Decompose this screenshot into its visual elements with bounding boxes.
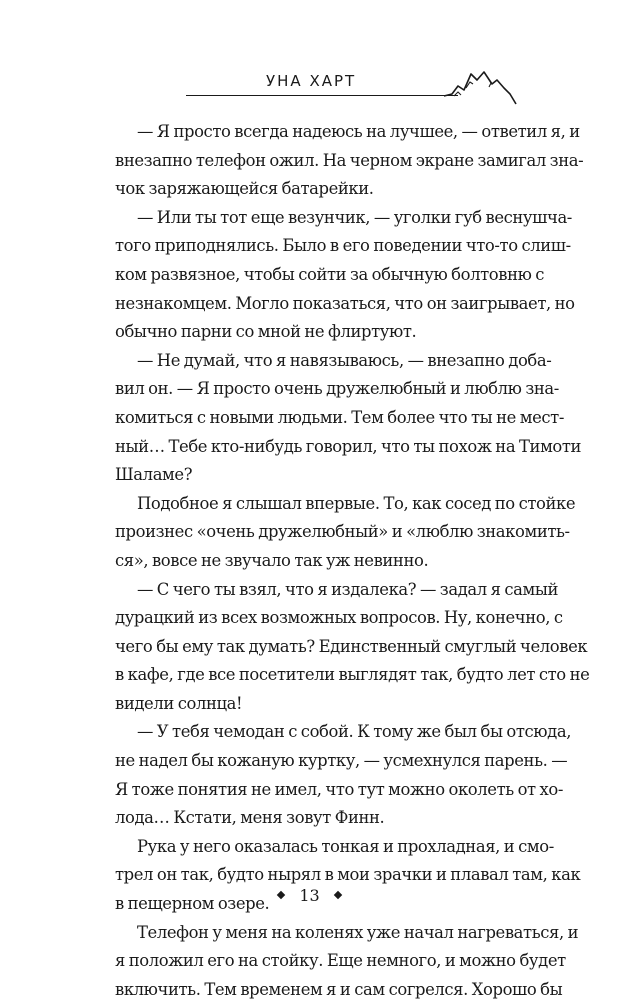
text-line: обычно парни со мной не флиртуют. — [115, 322, 417, 342]
text-line: Я тоже понятия не имел, что тут можно околеть от хо- — [115, 779, 563, 799]
author-name: УНА ХАРТ — [266, 72, 357, 90]
text-line: чок заряжающейся батарейки. — [115, 179, 374, 199]
text-line: — У тебя чемодан с собой. К тому же был бы отсюда, — [137, 722, 572, 742]
diamond-icon — [277, 890, 285, 898]
mountain-peaks-icon — [444, 66, 516, 104]
text-line: незнакомцем. Могло показаться, что он заигрывает, но — [115, 293, 575, 313]
text-line: внезапно телефон ожил. На черном экране замигал зна- — [115, 150, 584, 170]
text-line: — С чего ты взял, что я издалека? — задал я самый — [137, 579, 559, 599]
text-line: комиться с новыми людьми. Тем более что ты не мест- — [115, 407, 564, 427]
text-line: дурацкий из всех возможных вопросов. Ну, конечно, с — [115, 608, 563, 628]
text-line: ком развязное, чтобы сойти за обычную болтовню с — [115, 264, 545, 284]
text-line: в кафе, где все посетители выглядят так, будто лет сто не — [115, 665, 590, 685]
text-line: того приподнялись. Было в его поведении что-то слиш- — [115, 236, 571, 256]
text-line: лода… Кстати, меня зовут Финн. — [115, 808, 385, 828]
text-line: вил он. — Я просто очень дружелюбный и люблю зна- — [115, 379, 559, 399]
text-line: Телефон у меня на коленях уже начал нагреваться, и — [137, 922, 579, 942]
diamond-icon — [334, 890, 342, 898]
text-line: Рука у него оказалась тонкая и прохладная, и смо- — [137, 836, 554, 856]
text-line: не надел бы кожаную куртку, — усмехнулся парень. — — [115, 751, 568, 771]
text-line: включить. Тем временем я и сам согрелся. Хорошо бы — [115, 979, 563, 999]
text-line: ся», вовсе не звучало так уж невинно. — [115, 550, 429, 570]
text-line: ный… Тебе кто-нибудь говорил, что ты похож на Тимоти — [115, 436, 582, 456]
text-line: трел он так, будто нырял в мои зрачки и плавал там, как — [115, 865, 581, 885]
page-number: 13 — [299, 886, 320, 905]
body-text — [115, 118, 590, 1004]
text-line: произнес «очень дружелюбный» и «люблю знакомить- — [115, 522, 570, 542]
text-line: Шаламе? — [115, 465, 193, 485]
text-line: видели солнца! — [115, 693, 243, 713]
page-footer — [0, 886, 619, 905]
text-line: в пещерном озере. — [115, 894, 270, 914]
text-line: Подобное я слышал впервые. То, как сосед по стойке — [137, 493, 576, 513]
text-line: — Не думай, что я навязываюсь, — внезапно доба- — [137, 350, 552, 370]
header-rule — [186, 95, 458, 96]
text-line: я положил его на стойку. Еще немного, и можно будет — [115, 951, 566, 971]
text-line: чего бы ему так думать? Единственный смуглый человек — [115, 636, 588, 656]
text-line: — Я просто всегда надеюсь на лучшее, — ответил я, и — [137, 122, 580, 141]
text-line: — Или ты тот еще везунчик, — уголки губ веснушча- — [137, 207, 572, 227]
running-header — [186, 60, 516, 104]
